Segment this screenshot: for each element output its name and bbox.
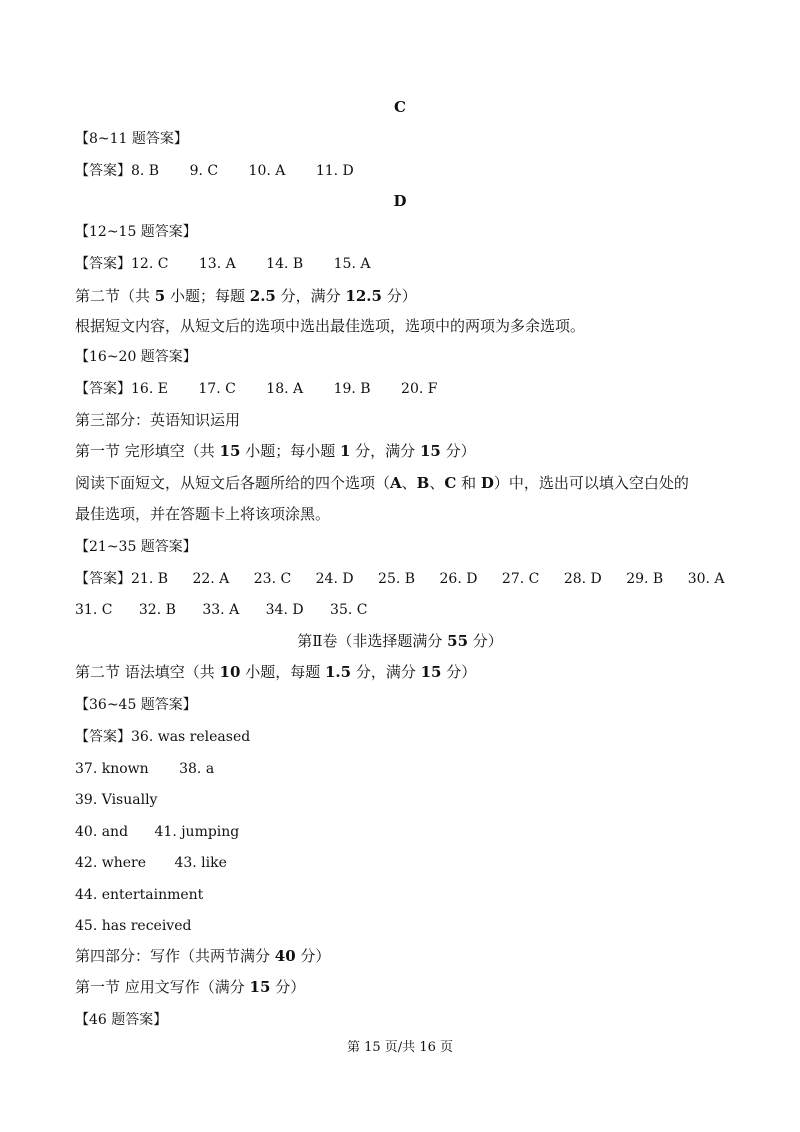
part2-section-title xyxy=(75,287,417,305)
text-run: D xyxy=(480,474,494,492)
answer-prefix: 【答案】 xyxy=(75,256,131,272)
text-run: 第二节 语法填空（共 xyxy=(75,663,220,681)
answer-item: 38. a xyxy=(179,761,215,777)
text-run: 第Ⅱ卷（非选择题满分 xyxy=(297,632,448,650)
q8-11-header: 【8~11 题答案】 xyxy=(75,131,188,147)
text-run: B xyxy=(416,474,430,492)
grammar-section-title xyxy=(75,663,476,681)
answer-item: 8. B xyxy=(131,163,160,179)
answer-item: 13. A xyxy=(198,256,236,272)
text-run: 和 xyxy=(456,474,481,492)
answer-item: 41. jumping xyxy=(154,824,240,840)
answer-item: 24. D xyxy=(315,571,354,587)
section-c-title: C xyxy=(394,98,406,116)
q36-answer xyxy=(75,728,250,746)
q37-38-answers xyxy=(75,760,214,778)
answer-item: 32. B xyxy=(138,602,176,618)
text-run: 第一节 完形填空（共 xyxy=(75,442,220,460)
answer-item: 23. C xyxy=(253,571,292,587)
text-run: 15 xyxy=(420,663,442,681)
answer-prefix: 【答案】 xyxy=(75,571,131,587)
q40-41-answers xyxy=(75,823,239,841)
answer-item: 30. A xyxy=(687,571,725,587)
cloze-instructions-line1 xyxy=(75,474,689,492)
q21-30-answers xyxy=(75,570,725,588)
answer-item: 17. C xyxy=(198,381,236,397)
answer-item: 43. like xyxy=(174,855,227,871)
answer-prefix: 【答案】 xyxy=(75,381,131,397)
text-run: 15 xyxy=(219,442,241,460)
text-run: 1 xyxy=(339,442,351,460)
answer-item: 16. E xyxy=(131,381,168,397)
part4-title xyxy=(75,947,330,965)
text-run: 分） xyxy=(468,632,503,650)
answer-item: 31. C xyxy=(75,602,113,618)
text-run: 阅读下面短文，从短文后各题所给的四个选项（ xyxy=(75,474,391,492)
answer-item: 19. B xyxy=(333,381,371,397)
text-run: 小题；每题 xyxy=(165,287,250,305)
text-run: 、 xyxy=(401,474,417,492)
text-run: 第二节（共 xyxy=(75,287,155,305)
text-run: 12.5 xyxy=(345,287,382,305)
text-run: 分） xyxy=(295,947,331,965)
text-run: ）中，选出可以填入空白处的 xyxy=(493,474,689,492)
answer-item: 12. C xyxy=(131,256,169,272)
q42-43-answers xyxy=(75,854,227,872)
q12-15-answers xyxy=(75,255,370,273)
answer-item: 40. and xyxy=(75,824,129,840)
text-run: 1.5 xyxy=(324,663,352,681)
text-run: 分，满分 xyxy=(351,663,421,681)
volume2-title xyxy=(0,632,800,650)
text-run: 第一节 应用文写作（满分 xyxy=(75,978,250,996)
answer-item: 37. known xyxy=(75,761,149,777)
answer-prefix: 【答案】 xyxy=(75,729,131,745)
answer-item: 10. A xyxy=(248,163,286,179)
answer-item: 18. A xyxy=(266,381,304,397)
text-run: 小题，每题 xyxy=(240,663,325,681)
answer-item: 21. B xyxy=(131,571,169,587)
q39-answer: 39. Visually xyxy=(75,792,158,808)
cloze-instructions-line2: 最佳选项，并在答题卡上将该项涂黑。 xyxy=(75,505,331,523)
text-run: 分） xyxy=(441,663,477,681)
q31-35-answers xyxy=(75,601,367,619)
text-run: 55 xyxy=(447,632,469,650)
text-run: 分，满分 xyxy=(350,442,420,460)
text-run: 分） xyxy=(381,287,417,305)
answer-item: 34. D xyxy=(265,602,304,618)
part2-instructions: 根据短文内容，从短文后的选项中选出最佳选项，选项中的两项为多余选项。 xyxy=(75,317,586,335)
answer-item: 15. A xyxy=(333,256,371,272)
answer-item: 20. F xyxy=(401,381,438,397)
answer-item: 33. A xyxy=(202,602,240,618)
q16-20-answers xyxy=(75,380,437,398)
text-run: 分，满分 xyxy=(275,287,346,305)
q44-answer: 44. entertainment xyxy=(75,887,204,903)
text-run: 第四部分：写作（共两节满分 xyxy=(75,947,275,965)
answer-item: 14. B xyxy=(266,256,304,272)
text-run: 10 xyxy=(219,663,241,681)
answer-item: 22. A xyxy=(192,571,230,587)
answer-item: 25. B xyxy=(378,571,416,587)
q12-15-header: 【12~15 题答案】 xyxy=(75,224,197,240)
answer-item: 27. C xyxy=(501,571,540,587)
answer-prefix: 【答案】 xyxy=(75,163,131,179)
answer-item: 9. C xyxy=(189,163,219,179)
part3-title: 第三部分：英语知识运用 xyxy=(75,411,241,429)
q46-header: 【46 题答案】 xyxy=(75,1012,168,1028)
answer-item: 11. D xyxy=(315,163,354,179)
answer-item: 28. D xyxy=(563,571,602,587)
q36-45-header: 【36~45 题答案】 xyxy=(75,697,197,713)
text-run: 15 xyxy=(249,978,271,996)
text-run: 小题；每小题 xyxy=(240,442,340,460)
text-run: 2.5 xyxy=(249,287,276,305)
text-run: C xyxy=(444,474,457,492)
text-run: 、 xyxy=(429,474,445,492)
q8-11-answers xyxy=(75,162,354,180)
cloze-section-title xyxy=(75,442,476,460)
answer-item: 26. D xyxy=(439,571,478,587)
answer-item: 36. was released xyxy=(131,729,251,745)
text-run: 分） xyxy=(270,978,306,996)
text-run: A xyxy=(390,474,402,492)
answer-item: 29. B xyxy=(626,571,664,587)
answer-item: 42. where xyxy=(75,855,146,871)
q16-20-header: 【16~20 题答案】 xyxy=(75,349,197,365)
page-footer: 第 15 页/共 16 页 xyxy=(347,1040,453,1055)
text-run: 5 xyxy=(154,287,166,305)
writing-section-title xyxy=(75,978,305,996)
text-run: 分） xyxy=(440,442,476,460)
text-run: 15 xyxy=(419,442,441,460)
q21-35-header: 【21~35 题答案】 xyxy=(75,539,197,555)
section-d-title: D xyxy=(393,192,407,210)
text-run: 40 xyxy=(274,947,296,965)
q45-answer: 45. has received xyxy=(75,918,192,934)
answer-item: 35. C xyxy=(330,602,368,618)
